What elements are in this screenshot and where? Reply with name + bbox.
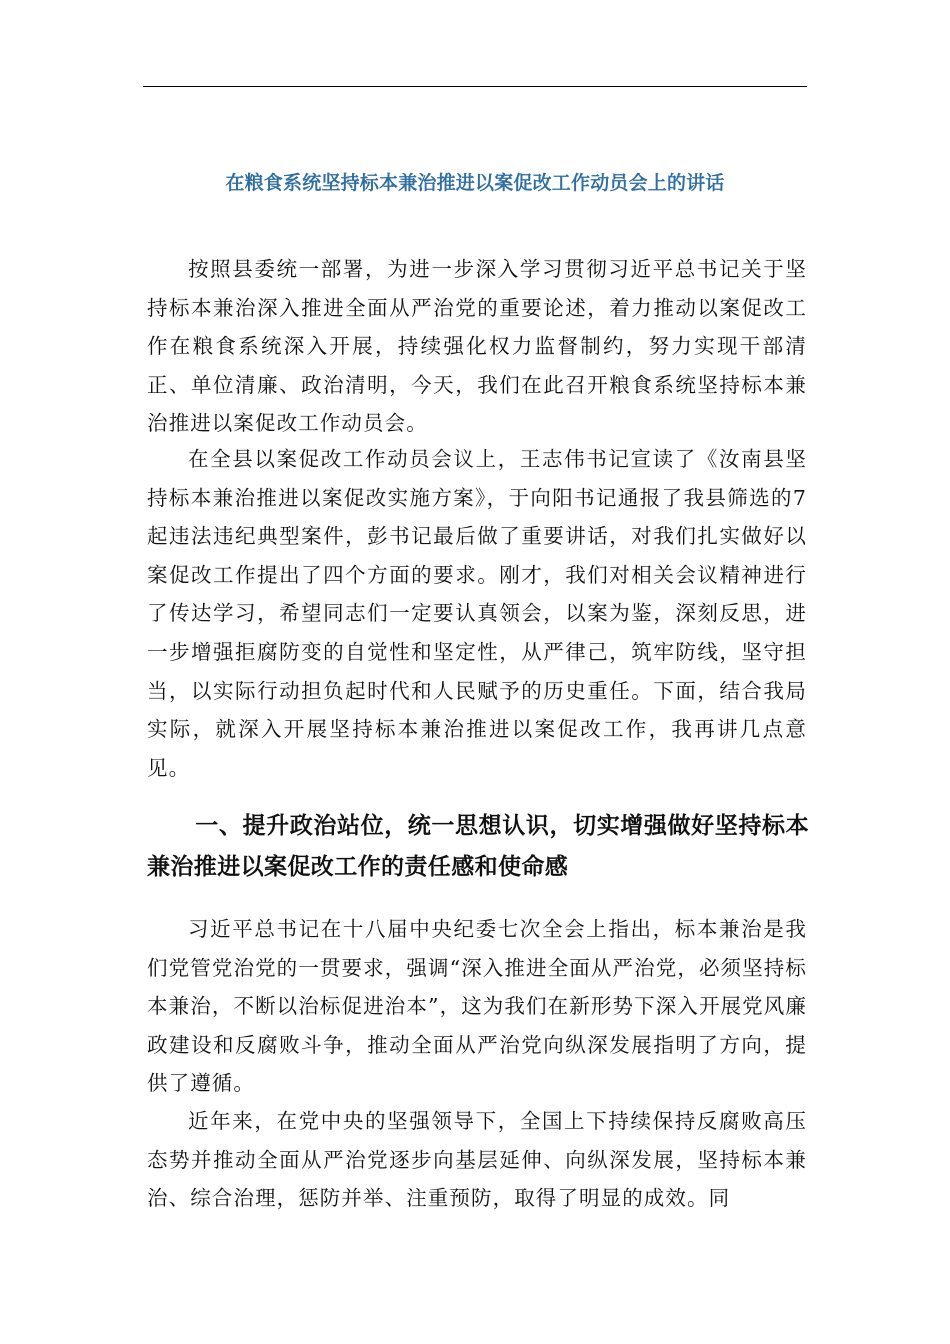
intro-paragraph-2: 在全县以案促改工作动员会议上，王志伟书记宣读了《汝南县坚持标本兼治推进以案促改实施方案》，于向阳书记通报了我县筛选的7起违法违纪典型案件，彭书记最后做了重要讲话，对我们扎实做好以案促改工作提出了四个方面的要求。刚才，我们对相关会议精神进行了传达学习，希望同志们一定要认真领会，以案为鉴，深刻反思，进一步增强拒腐防变的自觉性和坚定性，从严律己，筑牢防线，坚守担当，以实际行动担负起时代和人民赋予的历史重任。下面，结合我局实际，就深入开展坚持标本兼治推进以案促改工作，我再讲几点意见。 [147, 447, 807, 780]
header-rule [143, 86, 807, 87]
document-title: 在粮食系统坚持标本兼治推进以案促改工作动员会上的讲话 [225, 172, 725, 194]
section-1-paragraph-1: 习近平总书记在十八届中央纪委七次全会上指出，标本兼治是我们党管党治党的一贯要求，强调“深入推进全面从严治党，必须坚持标本兼治，不断以治标促进治本”，这为我们在新形势下深入开展党风廉政建设和反腐败斗争，推动全面从严治党向纵深发展指明了方向，提供了遵循。 [147, 917, 807, 1096]
intro-paragraph-1: 按照县委统一部署，为进一步深入学习贯彻习近平总书记关于坚持标本兼治深入推进全面从严治党的重要论述，着力推动以案促改工作在粮食系统深入开展，持续强化权力监督制约，努力实现干部清正、单位清廉、政治清明，今天，我们在此召开粮食系统坚持标本兼治推进以案促改工作动员会。 [147, 257, 807, 436]
section-1-heading: 一、提升政治站位，统一思想认识，切实增强做好坚持标本兼治推进以案促改工作的责任感和使命感 [147, 813, 809, 880]
section-1-paragraph-2: 近年来，在党中央的坚强领导下，全国上下持续保持反腐败高压态势并推动全面从严治党逐步向基层延伸、向纵深发展，坚持标本兼治、综合治理，惩防并举、注重预防，取得了明显的成效。同 [147, 1109, 807, 1211]
